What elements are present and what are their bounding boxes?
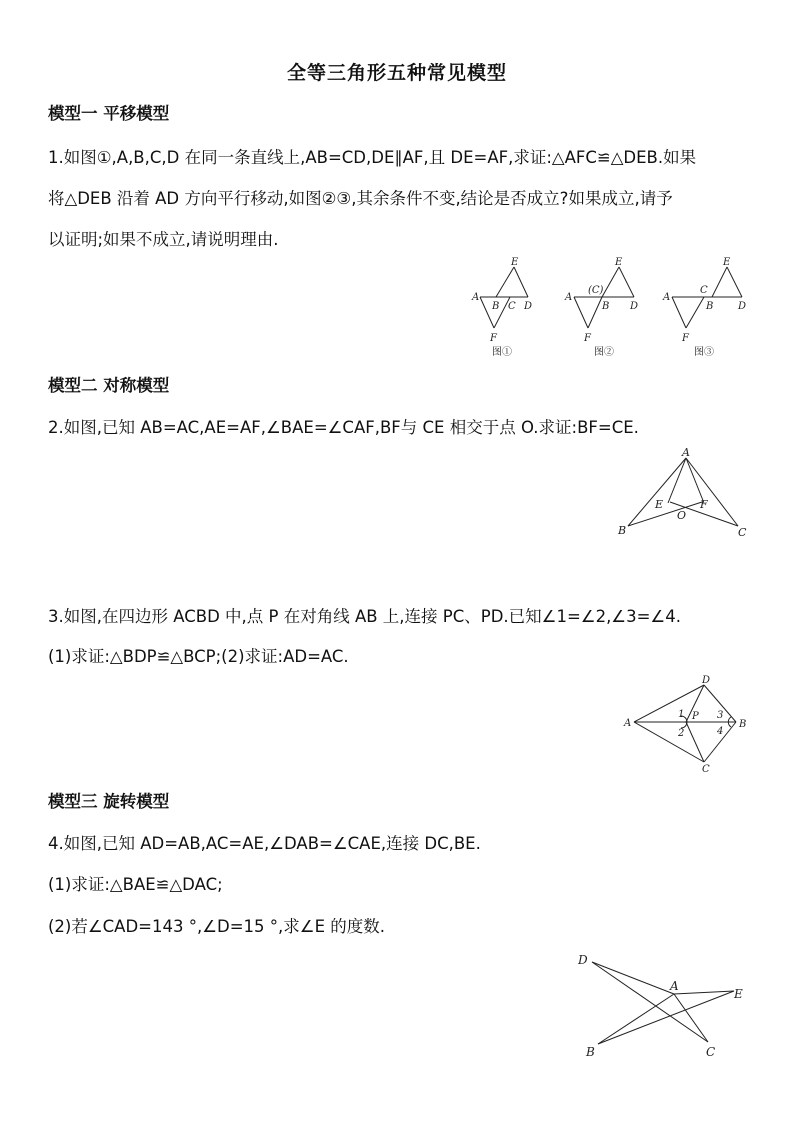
fig1c-label-E: E xyxy=(723,257,731,268)
fig1c-label-A: A xyxy=(663,292,671,303)
figure-4 xyxy=(570,944,755,1064)
fig1b-label-E: E xyxy=(615,257,623,268)
fig1a-label-B: B xyxy=(492,301,500,312)
fig2-label-F: F xyxy=(700,498,708,511)
section-rotation-model: 模型三 旋转模型 xyxy=(48,792,170,811)
fig1b-caption: 图② xyxy=(594,347,614,358)
section-symmetry-model: 模型二 对称模型 xyxy=(48,376,170,395)
fig3-label-C: C xyxy=(702,764,710,775)
page-title: 全等三角形五种常见模型 xyxy=(286,62,507,84)
fig1a-label-E: E xyxy=(511,257,519,268)
fig3-angle-1: 1 xyxy=(678,709,685,720)
fig1b-label-D: D xyxy=(630,301,639,312)
fig1a-label-A: A xyxy=(472,292,480,303)
fig1b-label-B: B xyxy=(602,301,610,312)
problem-1-line-2: 将△DEB 沿着 AD 方向平行移动,如图②③,其余条件不变,结论是否成立?如果成立,请予 xyxy=(48,189,673,208)
fig1c-label-B: B xyxy=(706,301,714,312)
problem-2-line-1: 2.如图,已知 AB=AC,AE=AF,∠BAE=∠CAF,BF与 CE 相交于点 O.求证:BF=CE. xyxy=(48,418,639,437)
figure-2 xyxy=(612,446,757,546)
fig3-label-P: P xyxy=(692,711,699,722)
fig4-label-E: E xyxy=(734,987,743,1001)
fig3-angle-3: 3 xyxy=(717,710,724,721)
fig1c-label-F: F xyxy=(682,333,689,344)
fig1c-caption: 图③ xyxy=(694,347,714,358)
problem-3-line-1: 3.如图,在四边形 ACBD 中,点 P 在对角线 AB 上,连接 PC、PD.已知∠1=∠2,∠3=∠4. xyxy=(48,607,681,626)
fig3-angle-2: 2 xyxy=(678,728,685,739)
fig1c-label-D: D xyxy=(738,301,747,312)
fig2-label-O: O xyxy=(677,509,687,522)
fig1c-label-C: C xyxy=(700,285,708,296)
problem-4-line-2: (1)求证:△BAE≌△DAC; xyxy=(48,875,223,894)
fig2-label-A: A xyxy=(682,446,690,459)
fig1a-caption: 图① xyxy=(492,347,512,358)
figure-3 xyxy=(618,670,758,780)
fig2-label-B: B xyxy=(618,524,627,537)
fig3-label-A: A xyxy=(624,718,632,729)
fig4-label-D: D xyxy=(578,953,588,967)
fig1b-label-F: F xyxy=(584,333,591,344)
fig3-label-B: B xyxy=(739,719,747,730)
fig1a-label-F: F xyxy=(490,333,497,344)
fig1b-label-A: A xyxy=(565,292,573,303)
problem-1-line-3: 以证明;如果不成立,请说明理由. xyxy=(48,230,279,249)
problem-4-line-3: (2)若∠CAD=143 °,∠D=15 °,求∠E 的度数. xyxy=(48,917,386,936)
problem-3-line-2: (1)求证:△BDP≌△BCP;(2)求证:AD=AC. xyxy=(48,647,349,666)
figure-1-group xyxy=(462,255,757,363)
fig3-label-D: D xyxy=(702,675,711,686)
fig1a-label-C: C xyxy=(508,301,516,312)
fig4-label-A: A xyxy=(670,979,679,993)
fig1b-label-C: (C) xyxy=(588,285,604,296)
fig4-label-C: C xyxy=(706,1045,716,1059)
fig2-label-E: E xyxy=(655,498,664,511)
fig4-label-B: B xyxy=(586,1045,595,1059)
section-translation-model: 模型一 平移模型 xyxy=(48,104,170,123)
problem-1-line-1: 1.如图①,A,B,C,D 在同一条直线上,AB=CD,DE∥AF,且 DE=AF,求证:△AFC≌△DEB.如果 xyxy=(48,148,697,167)
problem-4-line-1: 4.如图,已知 AD=AB,AC=AE,∠DAB=∠CAE,连接 DC,BE. xyxy=(48,834,481,853)
fig3-angle-4: 4 xyxy=(717,726,724,737)
fig2-label-C: C xyxy=(738,526,747,539)
fig1a-label-D: D xyxy=(524,301,533,312)
